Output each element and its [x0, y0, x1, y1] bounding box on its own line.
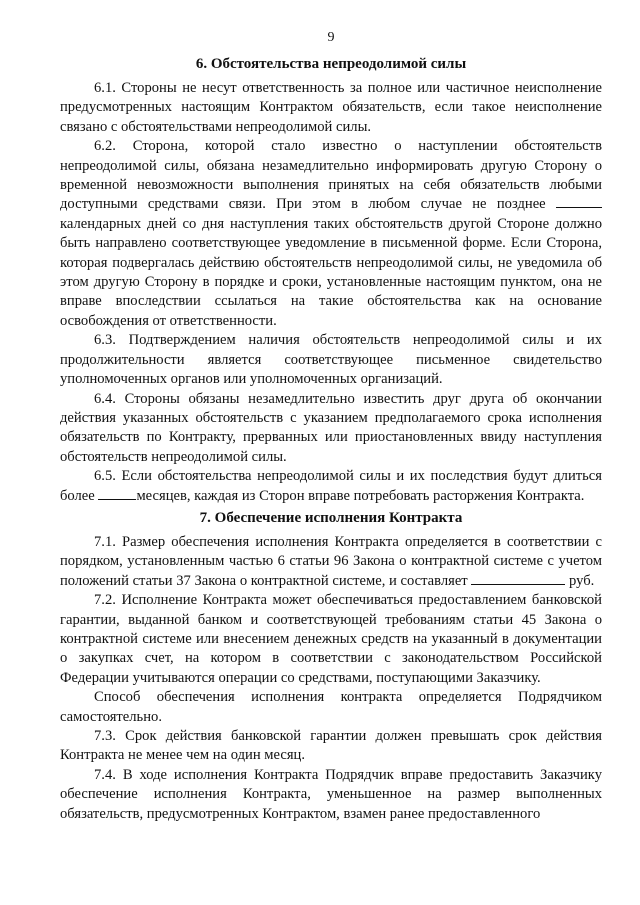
- paragraph-6-3: 6.3. Подтверждением наличия обстоятельств непреодолимой силы и их продолжительности является соответствующее письменное свидетельство уполномоченных органов или уполномоченных организаций.: [60, 332, 602, 388]
- paragraph-6-5: [60, 467, 602, 506]
- paragraph-7-2: 7.2. Исполнение Контракта может обеспечиваться предоставлением банковской гарантии, выданной банком и соответствующей требованиям статьи 45 Закона о контрактной системе или внесением денежных средств на указанный в документации о закупках счет, на котором в соответствии с законодательством Российской Федерации учитываются операции со средствами, поступающими Заказчику.: [60, 592, 602, 686]
- blank-days-field: [556, 196, 602, 208]
- section-6-heading: 6. Обстоятельства непреодолимой силы: [195, 56, 467, 72]
- paragraph-6-2-text-b: календарных дней со дня наступления таких обстоятельств другой Стороне должно быть направлено соответствующее уведомление в письменной форме. Если Сторона, которая подвергалась действию обстоятельств непреодолимой силы, не уведомила об этом другую Сторону в порядке и сроки, установленные настоящим пунктом, она не вправе впоследствии ссылаться на такие обстоятельства как на основание освобождения от ответственности.: [60, 215, 602, 329]
- paragraph-6-5-text-a: 6.5. Если обстоятельства непреодолимой силы и их последствия будут длиться более: [60, 468, 602, 504]
- paragraph-7-2-method: Способ обеспечения исполнения контракта определяется Подрядчиком самостоятельно.: [60, 689, 602, 725]
- paragraph-6-5-text-b: месяцев, каждая из Сторон вправе потребовать расторжения Контракта.: [136, 487, 585, 504]
- section-7-heading: 7. Обеспечение исполнения Контракта: [199, 509, 463, 526]
- paragraph-7-3: 7.3. Срок действия банковской гарантии должен превышать срок действия Контракта не менее чем на один месяц.: [60, 728, 602, 764]
- paragraph-6-2-text-a: 6.2. Сторона, которой стало известно о наступлении обстоятельств непреодолимой силы, обязана незамедлительно информировать другую Сторону о временной невозможности выполнения принятых на себя обязательств любыми доступными средствами связи. При этом в любом случае не позднее: [60, 138, 602, 213]
- blank-months-field: [98, 488, 136, 500]
- blank-amount-field: [471, 573, 565, 585]
- paragraph-6-4: 6.4. Стороны обязаны незамедлительно известить друг друга об окончании действия указанных обстоятельств с указанием предполагаемого срока исполнения обязательств по Контракту, прерванных или приостановленных ввиду наступления обстоятельств непреодолимой силы.: [60, 390, 602, 465]
- paragraph-7-1-text-b: руб.: [568, 572, 595, 589]
- paragraph-7-1: [60, 533, 602, 591]
- paragraph-6-2: [60, 137, 602, 331]
- paragraph-6-1: 6.1. Стороны не несут ответственность за полное или частичное неисполнение предусмотренных настоящим Контрактом обязательств, если такое неисполнение связано с обстоятельствами непреодолимой силы.: [60, 80, 602, 135]
- page-number: 9: [327, 30, 335, 45]
- paragraph-7-4: 7.4. В ходе исполнения Контракта Подрядчик вправе предоставить Заказчику обеспечение исполнения Контракта, уменьшенное на размер выполненных обязательств, предусмотренных Контрактом, взамен ранее предоставленного: [60, 766, 602, 822]
- paragraph-7-1-text-a: 7.1. Размер обеспечения исполнения Контракта определяется в соответствии с порядком, установленным частью 6 статьи 96 Закона о контрактной системе с учетом положений статьи 37 Закона о контрактной системе, и составляет: [60, 533, 602, 589]
